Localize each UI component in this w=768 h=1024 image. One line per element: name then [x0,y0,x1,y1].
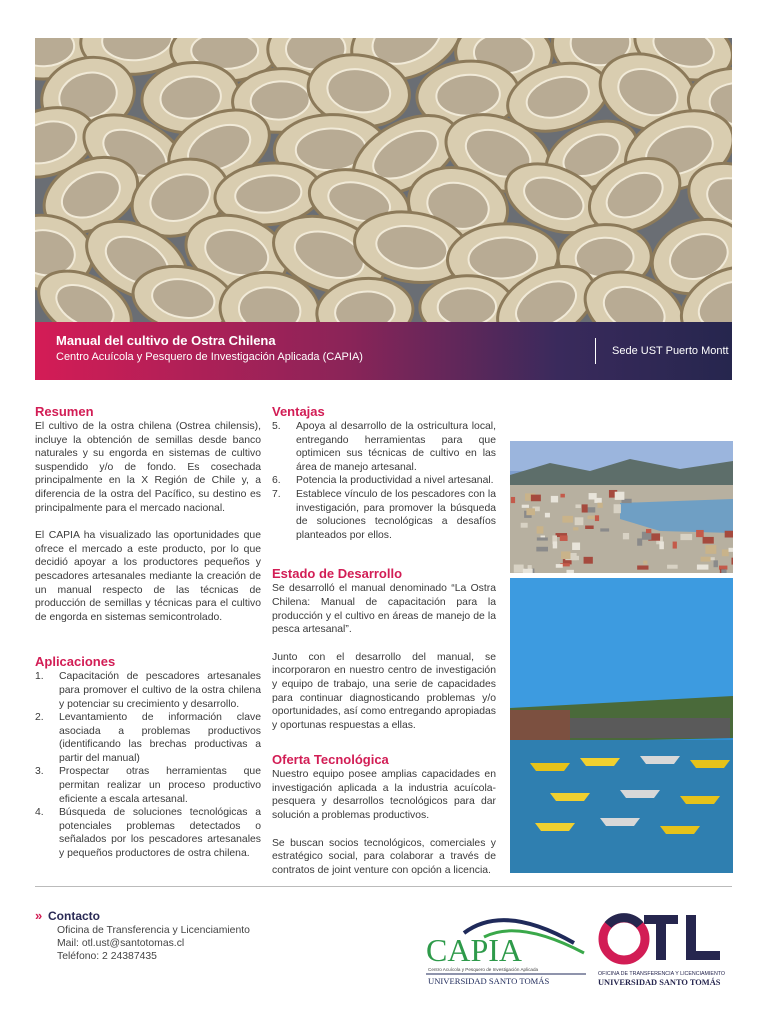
city-building [637,565,648,569]
list-item: 4. Búsqueda de soluciones tecnológicas a potenciales problemas detectados o señalados por los pescadores artesanales y pequeños productores de ostra chilena. [35,807,261,860]
boat [600,818,640,826]
contact-block [35,909,250,963]
oyster-illustration [35,38,732,322]
city-building [585,526,594,529]
city-building [561,551,570,559]
list-item: 7. Establece vínculo de los pescadores con la investigación, para promover la búsqueda de soluciones tecnológicas a desafíos planteados por ellos. [272,488,496,541]
boat [680,796,720,804]
city-illustration [510,441,733,573]
aplicaciones-heading: Aplicaciones [35,654,116,670]
capia-logo-graphic [424,909,590,991]
city-building [646,529,651,533]
list-item: 1. Capacitación de pescadores artesanales para promover el cultivo de la ostra chilena y potenciar su crecimiento y desarrollo. [35,671,261,710]
city-building [731,558,733,565]
city-building [514,565,524,573]
estado-paragraph-2: Junto con el desarrollo del manual, se incorporaron en nuestro centro de investigación y equipo de trabajo, una serie de capacidades para continuar diagnosticando problemas y/o oportunidades, así como entregando apropiadas y oportunas respuestas a ellas. [272,651,496,731]
city-building [600,528,609,531]
list-item: 3. Prospectar otras herramientas que permitan realizar un proceso productivo eficiente a escala artesanal. [35,766,261,805]
city-building [667,565,678,569]
resumen-paragraph-2: El CAPIA ha visualizado las oportunidades que ofrece el mercado a este producto, por lo que decidió apoyar a los productores pequeños y pescadores artesanales mediante la creación de un manual respecto de las técnicas de producción de semillas y técnicas para el cultivo de engorda en sistemas semicontrolado. [35,530,261,623]
city-building [553,541,557,548]
resumen-paragraph-1: El cultivo de la ostra chilena (Ostrea chilensis), incluye la obtención de semillas desde banco naturales y su engorda en sistemas de cultivo suspendido y/o de fondo. Es cosechada principalmente en la X Región de Chile y, a diferencia de la ostra del Pacífico, su destino es principalmente para el mercado nacional. [35,421,261,514]
city-building [721,569,726,573]
city-building [536,547,548,552]
boat [640,756,680,764]
city-building [526,508,535,515]
contact-office: Oficina de Transferencia y Licenciamiento [57,925,250,936]
boat [660,826,700,834]
city-building [511,497,515,503]
boat [580,758,620,766]
chevron-icon: » [35,908,43,923]
city-building [575,517,584,525]
city-building [595,515,599,521]
city-building [701,557,711,562]
city-building [537,526,544,533]
city-building [615,492,625,500]
ventajas-list [272,420,496,542]
city-building [537,537,548,540]
city-building [696,530,704,537]
city-building [697,565,709,570]
capia-subtitle: Centro Acuícola y Pesquero de Investigación Aplicada [428,967,539,972]
otl-university: UNIVERSIDAD SANTO TOMÁS [598,978,721,987]
contact-mail[interactable]: Mail: otl.ust@santotomas.cl [57,938,185,949]
footer-divider [35,886,732,887]
boat [530,763,570,771]
capia-name: CAPIA [426,932,523,968]
boat [535,823,575,831]
city-building [614,504,621,513]
city-building [522,505,529,508]
city-building [703,537,714,544]
oferta-heading: Oferta Tecnológica [272,752,389,768]
city-building [594,498,601,503]
city-building [560,535,568,541]
list-item: 6. Potencia la productividad a nivel artesanal. [272,475,494,487]
city-photo [510,441,733,573]
city-building [521,523,528,528]
city-building [597,503,602,508]
city-building [556,564,563,568]
list-item: 2. Levantamiento de información clave asociada a problemas productivos (identificando las brechas productivas a partir del manual) [35,712,261,764]
city-building [545,513,550,518]
city-building [643,561,647,565]
city-building [680,534,692,540]
otl-logo-graphic [598,905,733,993]
capia-university: UNIVERSIDAD SANTO TOMÁS [428,976,550,986]
ventajas-heading: Ventajas [272,404,325,419]
list-item: 5. Apoya al desarrollo de la ostricultura local, entregando herramientas para que optimicen sus técnicas de cultivo en las área de manejo artesanal. [272,421,496,473]
boat [620,790,660,798]
capia-logo [424,909,590,991]
city-building [714,560,718,567]
location-label: Sede UST Puerto Montt [612,345,729,357]
oferta-paragraph-1: Nuestro equipo posee amplias capacidades en investigación aplicada a la industria acuícola-pesquera y desarrollos tecnológicos para dar solución a problemas productivos. [272,769,496,822]
city-building [575,504,580,508]
document-subtitle: Centro Acuícola y Pesquero de Investigación Aplicada (CAPIA) [56,351,363,363]
aplicaciones-list [35,670,261,860]
column-left [35,404,261,861]
city-building [551,496,558,503]
city-building [572,543,580,550]
document-title: Manual del cultivo de Ostra Chilena [56,333,276,348]
boat [550,793,590,801]
contact-heading: Contacto [48,909,101,923]
boat [690,760,730,768]
city-building [637,538,642,545]
city-building [623,533,629,539]
city-building [673,542,677,549]
city-building [659,541,664,549]
harbor-illustration [510,578,733,873]
estado-heading: Estado de Desarrollo [272,566,403,582]
city-building [523,569,533,573]
city-building [725,531,733,538]
hero-oyster-photo [35,38,732,322]
city-building [531,495,541,502]
city-building [566,570,573,573]
banner-divider [595,338,596,364]
oyster-meat [437,288,496,322]
otl-logo [598,905,733,993]
oferta-paragraph-2: Se buscan socios tecnológicos, comerciales y estratégico social, para colaborar a través de contratos de joint venture con opción a licencia. [272,837,496,876]
title-banner [35,322,732,380]
harbor-photo [510,578,733,873]
city-building [582,504,588,512]
estado-paragraph-1: Se desarrolló el manual denominado “La Ostra Chilena: Manual de capacitación para la producción y el cultivo en áreas de manejo de la pesca artesanal”. [272,583,496,636]
resumen-heading: Resumen [35,404,94,419]
city-building [584,557,593,564]
city-building [705,545,716,554]
contact-phone: Teléfono: 2 24387435 [57,951,157,962]
city-building [729,548,733,552]
city-building [571,556,579,560]
otl-subtitle: OFICINA DE TRANSFERENCIA Y LICENCIAMIENTO [598,971,726,977]
city-building [722,549,729,556]
column-middle [272,404,496,877]
city-building [560,494,564,498]
city-building [562,516,573,523]
city-building [573,527,578,530]
